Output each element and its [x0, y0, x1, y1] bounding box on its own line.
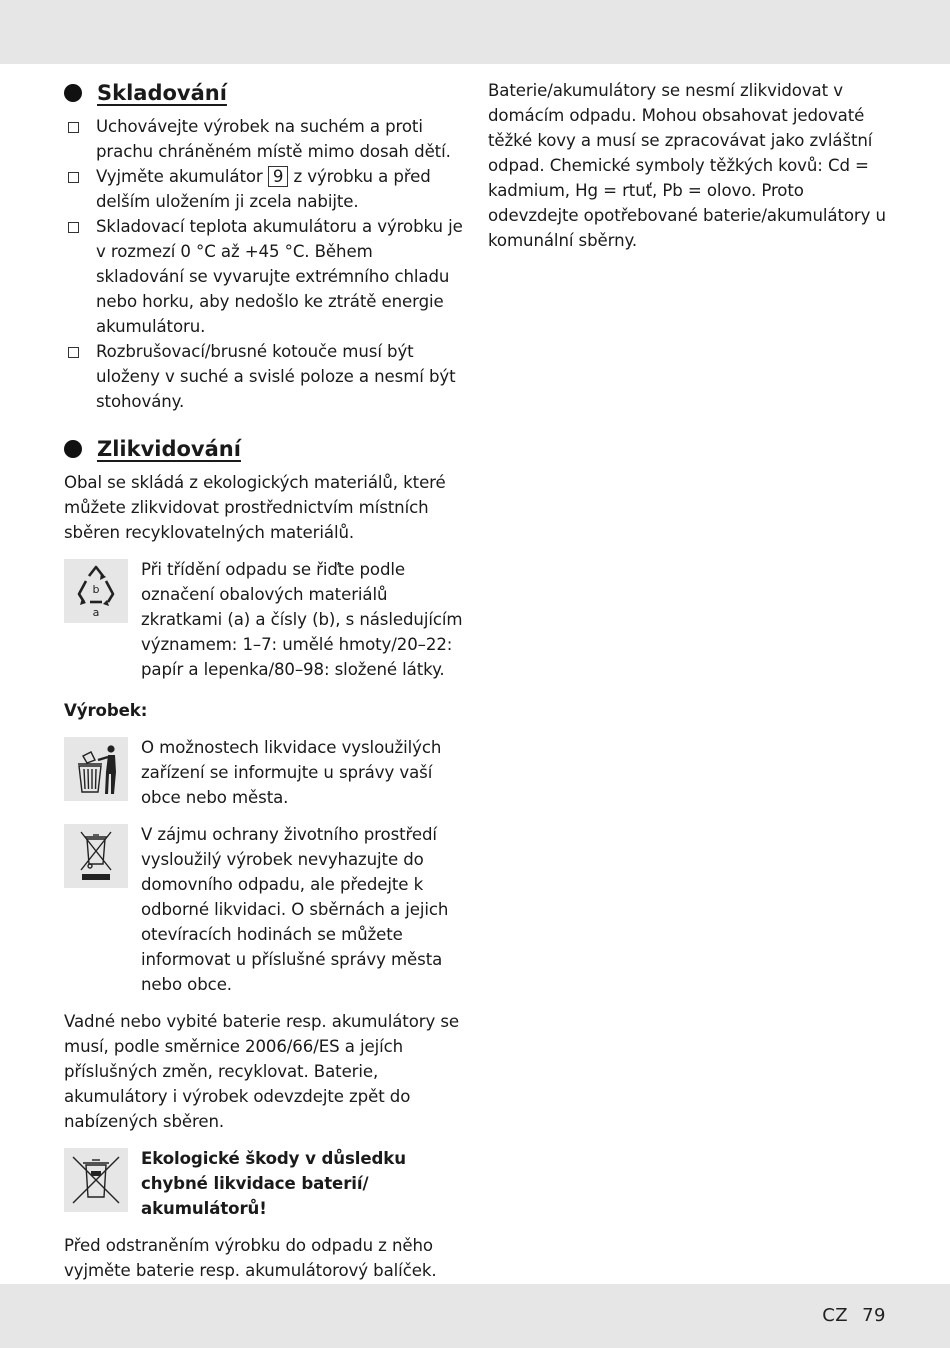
list-item [64, 164, 464, 214]
language-code: CZ [822, 1305, 849, 1326]
bin-row [64, 735, 464, 810]
bin-text: O možnostech likvidace vysloužilých zařízení se informujte u správy vaší obce nebo města. [141, 738, 442, 807]
recycling-text: Při třídění odpadu se řiďte podle označení obalových materiálů zkratkami (a) a čísly (b), s následujícím významem: 1–7: umělé hmoty/20–22: papír a lepenka/80–98: složené látky. [141, 560, 463, 679]
list-item-text: Skladovací teplota akumulátoru a výrobku je v rozmezí 0 °C až +45 °C. Během skladování se vyvarujte extrémního chladu nebo horku, aby nedošlo ke ztrátě energie akumulátoru. [96, 217, 463, 336]
battery-removal-text: Před odstraněním výrobku do odpadu z něho vyjměte baterie resp. akumulátorový balíček. [64, 1236, 437, 1280]
checkbox-square-icon [68, 222, 79, 233]
bottom-band [0, 1284, 950, 1348]
bullet-dot-icon [64, 84, 82, 102]
list-item-text: Rozbrušovací/brusné kotouče musí být uloženy v suché a svislé poloze a nesmí být stohovány. [96, 342, 456, 411]
checkbox-square-icon [68, 347, 79, 358]
page-footer [822, 1305, 886, 1326]
disposal-heading [64, 434, 464, 464]
top-band [0, 0, 950, 64]
disposal-title: Zlikvidování [97, 437, 241, 461]
crossed-out-bin-icon [64, 824, 128, 888]
list-item-text-after: z výrobku a před delším uložením ji zcela nabijte. [96, 167, 431, 211]
bullet-dot-icon [64, 440, 82, 458]
weee-text: V zájmu ochrany životního prostředí vysloužilý výrobek nevyhazujte do domovního odpadu, ale předejte k odborné likvidaci. O sběrnách a jejich otevíracích hodinách se můžete informovat u příslušné správy města nebo obce. [141, 825, 449, 994]
recycling-row [64, 557, 464, 682]
list-item [64, 214, 464, 339]
disposal-intro: Obal se skládá z ekologických materiálů, které můžete zlikvidovat prostřednictvím místních sběren recyklovatelných materiálů. [64, 473, 446, 542]
checkbox-square-icon [68, 172, 79, 183]
left-column [64, 78, 464, 1283]
list-item [64, 114, 464, 164]
list-item-text: Uchovávejte výrobek na suchém a proti prachu chráněném místě mimo dosah dětí. [96, 117, 451, 161]
list-item [64, 339, 464, 414]
crossed-out-battery-bin-icon [64, 1148, 128, 1212]
recycling-letter-a: a [92, 606, 100, 618]
page-number: 79 [862, 1305, 886, 1326]
battery-recycling-text: Vadné nebo vybité baterie resp. akumulátory se musí, podle směrnice 2006/66/ES a jejích příslušných změn, recyklovat. Baterie, akumulátory i výrobek odevzdejte zpět do nabízených sběren. [64, 1012, 460, 1131]
storage-heading [64, 78, 464, 108]
battery-warning-text: Ekologické škody v důsledku chybné likvidace baterií/ akumulátorů! [141, 1149, 406, 1218]
product-heading: Výrobek: [64, 701, 148, 720]
waste-bin-person-icon [64, 737, 128, 801]
checkbox-square-icon [68, 122, 79, 133]
right-column [488, 78, 888, 253]
battery-disposal-text: Baterie/akumulátory se nesmí zlikvidovat v domácím odpadu. Mohou obsahovat jedovaté těžké kovy a musí se zpracovávat jako zvláštní odpad. Chemické symboly těžkých kovů: Cd = kadmium, Hg = rtuť, Pb = olovo. Proto odevzdejte opotřebované baterie/akumulátory u komunální sběrny. [488, 81, 886, 250]
part-reference-number: 9 [268, 166, 288, 187]
battery-warning-row [64, 1146, 464, 1221]
storage-title: Skladování [97, 81, 227, 105]
weee-row [64, 822, 464, 997]
recycling-letter-b: b [92, 583, 100, 596]
recycling-icon [64, 559, 128, 623]
storage-list [64, 114, 464, 414]
list-item-text-before: Vyjměte akumulátor [96, 167, 268, 186]
